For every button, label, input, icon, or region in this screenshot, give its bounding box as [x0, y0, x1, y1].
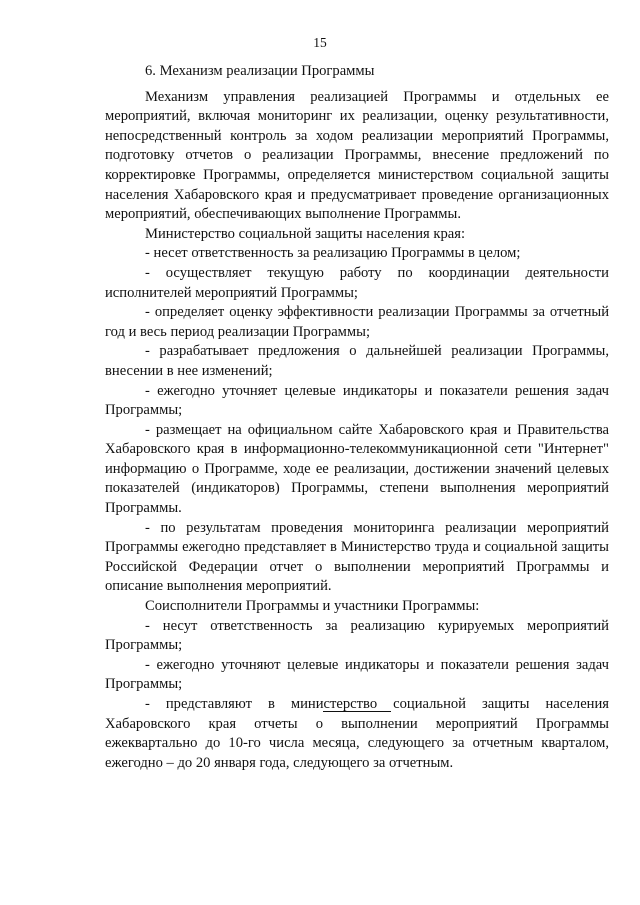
- list-item: - ежегодно уточняют целевые индикаторы и показатели решения задач Программы;: [105, 656, 609, 693]
- list-item: - размещает на официальном сайте Хабаровского края и Правительства Хабаровского края в информационно-телекоммуникационной сети "Интернет" информацию о Программе, ходе ее реализации, достижении значений целевых показателей (индикаторов) Программы, степени выполнения мероприятий Программы.: [105, 421, 609, 517]
- end-of-document-rule: [323, 711, 391, 712]
- paragraph-ministry-intro: Министерство социальной защиты населения края:: [145, 225, 466, 242]
- list-item: - по результатам проведения мониторинга реализации мероприятий Программы ежегодно представляет в Министерство труда и социальной защиты Российской Федерации отчет о выполнении мероприятий Программы и описание выполнения мероприятий.: [105, 519, 609, 595]
- list-item: - несет ответственность за реализацию Программы в целом;: [145, 245, 521, 262]
- list-item: - определяет оценку эффективности реализации Программы за отчетный год и весь период реализации Программы;: [105, 304, 609, 340]
- list-item: - осуществляет текущую работу по координации деятельности исполнителей мероприятий Программы;: [105, 264, 609, 301]
- page-number: 15: [313, 35, 327, 50]
- list-item: - представляют в министерство социальной защиты населения Хабаровского края отчеты о выполнении мероприятий Программы ежеквартально до 10-го числа месяца, следующего за отчетным кварталом, ежегодно – до 20 января года, следующего за отчетным.: [105, 696, 609, 771]
- paragraph-management-mechanism: Механизм управления реализацией Программы и отдельных ее мероприятий, включая мониторинг их реализации, оценку результативности, непосредственный контроль за ходом реализации мероприятий Программы, подготовку отчетов о реализации Программы, внесение предложений по корректировке Программы, определяется министерством социальной защиты населения Хабаровского края и предусматривает проведение организационных мероприятий, обеспечивающих выполнение Программы.: [105, 88, 609, 223]
- document-body: [105, 62, 609, 773]
- list-item: - несут ответственность за реализацию курируемых мероприятий Программы;: [105, 617, 609, 654]
- list-item: - разрабатывает предложения о дальнейшей реализации Программы, внесении в нее изменений;: [105, 343, 609, 379]
- section-heading: 6. Механизм реализации Программы: [145, 63, 375, 79]
- paragraph-coexecutors-intro: Соисполнители Программы и участники Программы:: [145, 598, 480, 615]
- list-item: - ежегодно уточняет целевые индикаторы и показатели решения задач Программы;: [105, 382, 609, 419]
